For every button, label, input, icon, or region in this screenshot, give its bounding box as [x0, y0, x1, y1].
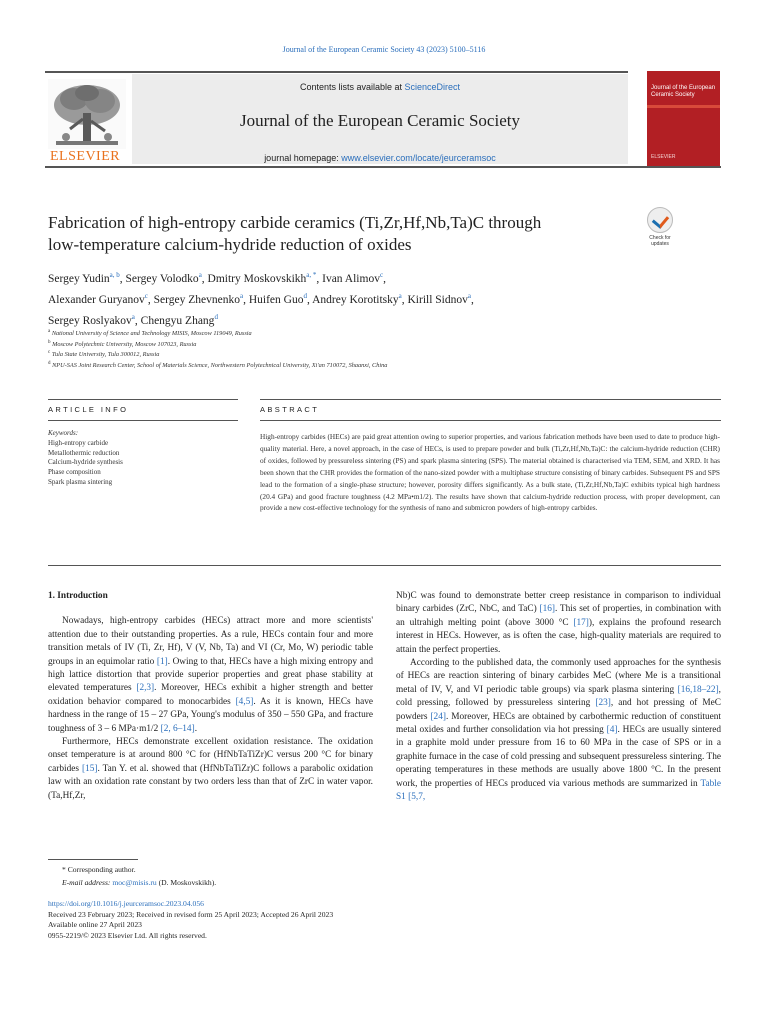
- affiliation-list: [48, 328, 688, 370]
- author-name[interactable]: Dmitry Moskovskikh: [207, 272, 307, 285]
- citation-link[interactable]: [17]: [573, 617, 589, 628]
- author-name[interactable]: Alexander Guryanov: [48, 293, 145, 306]
- author-affiliation-marker[interactable]: a: [467, 291, 471, 300]
- email-label: E-mail address:: [62, 877, 113, 887]
- affiliation-text: National University of Science and Technology MISIS, Moscow 119049, Russia: [51, 330, 252, 338]
- abstract-heading: ABSTRACT: [260, 405, 320, 414]
- section-heading: 1. Introduction: [48, 591, 108, 601]
- article-metadata: [48, 899, 548, 941]
- affiliation-text: NPU-SAS Joint Research Center, School of Materials Science, Northwestern Polytechnical University, Xi'an 710072, Shaanxi, China: [52, 361, 388, 369]
- check-updates-icon: [647, 207, 673, 233]
- keywords-label: Keywords:: [48, 429, 79, 437]
- homepage-prefix: journal homepage:: [264, 153, 342, 163]
- body-paragraph: Nowadays, high-entropy carbides (HECs) attract more and more scientists' attention due to their outstanding properties. As a rule, HECs contain four and more transition metals of IV (Ti, Zr, Hf), V (V, Nb, Ta) and VI (Cr, Mo, W) periodic table groups in an equimolar ratio [1]. Owing to that, HECs have a high mixing entropy and high lattice distortion that provide superior properties and great phase stability at elevated temperatures [2,3]. Moreover, HECs exhibit a higher strength and better oxidation behavior compared to monocarbides [4,5]. As it is known, HECs have hardness in the range of 15 – 27 GPa, Young's modulus of 350 – 550 GPa, and fracture toughness of 3 – 6 MPa·m1/2 [2, 6–14].: [48, 616, 373, 734]
- affiliation-item: [48, 360, 688, 371]
- citation-link[interactable]: [23]: [595, 698, 611, 709]
- keyword-item: Spark plasma sintering: [48, 477, 113, 486]
- affiliation-marker: a: [48, 329, 51, 334]
- sciencedirect-link[interactable]: ScienceDirect: [404, 82, 461, 92]
- journal-citation[interactable]: Journal of the European Ceramic Society 43 (2023) 5100–5116: [282, 45, 486, 54]
- article-title-line-2: low-temperature calcium-hydride reduction of oxides: [48, 235, 412, 254]
- author-affiliation-marker[interactable]: a: [198, 271, 202, 279]
- citation-link[interactable]: [1]: [156, 656, 168, 667]
- article-title: [48, 212, 608, 256]
- author-name[interactable]: Kirill Sidnov: [407, 293, 468, 306]
- cover-band: [647, 105, 720, 108]
- check-updates-label: Check for updates: [649, 235, 671, 247]
- author-name[interactable]: Sergey Roslyakov: [48, 314, 132, 327]
- affiliation-marker: b: [48, 339, 51, 345]
- citation-link[interactable]: [16,18–22]: [677, 684, 719, 695]
- citation-link[interactable]: [16]: [539, 604, 555, 615]
- affiliation-item: [48, 328, 688, 339]
- article-title-line-1: Fabrication of high-entropy carbide ceramics (Ti,Zr,Hf,Nb,Ta)C through: [48, 213, 542, 232]
- author-separator: ,: [134, 314, 141, 327]
- author-affiliation-marker[interactable]: a: [239, 291, 244, 300]
- body-column-right: [396, 590, 721, 805]
- author-separator: ,: [243, 293, 249, 306]
- journal-masthead: [45, 71, 721, 167]
- copyright-line: 0955-2219/© 2023 Elsevier Ltd. All rights reserved.: [48, 930, 207, 940]
- citation-link[interactable]: [2, 6–14]: [160, 723, 195, 734]
- citation-link[interactable]: [4,5]: [235, 696, 254, 707]
- author-separator: ,: [119, 272, 126, 285]
- journal-homepage-link[interactable]: www.elsevier.com/locate/jeurceramsoc: [341, 153, 496, 163]
- author-name[interactable]: Ivan Alimov: [322, 272, 380, 285]
- author-affiliation-marker[interactable]: a: [398, 291, 402, 300]
- author-affiliation-marker[interactable]: a, *: [306, 271, 317, 279]
- email-link[interactable]: moc@misis.ru: [112, 877, 157, 887]
- journal-title: Journal of the European Ceramic Society: [240, 111, 520, 130]
- author-separator: ,: [316, 272, 323, 285]
- author-name[interactable]: Sergey Volodko: [125, 272, 199, 285]
- email-suffix: (D. Moskovskikh).: [156, 877, 217, 887]
- footnotes: [48, 864, 448, 889]
- journal-cover-thumbnail[interactable]: [647, 71, 720, 166]
- author-name[interactable]: Huifen Guo: [248, 293, 304, 306]
- keyword-item: Phase composition: [48, 468, 101, 477]
- article-info-sub-rule: [48, 420, 238, 421]
- keyword-item: High-entropy carbide: [48, 438, 109, 447]
- citation-link[interactable]: [24]: [430, 711, 446, 722]
- abstract-bottom-rule: [48, 565, 721, 566]
- homepage-line: [132, 153, 628, 163]
- masthead-bottom-rule: [45, 166, 721, 168]
- check-for-updates-button[interactable]: [640, 207, 680, 249]
- article-info-top-rule: [48, 399, 238, 400]
- author-name[interactable]: Sergey Zhevnenko: [153, 293, 240, 306]
- email-note: [48, 877, 448, 890]
- body-paragraph: According to the published data, the commonly used approaches for the synthesis of HECs are reaction sintering of binary carbides MeC (where Me is a transitional metal of IV, V, and VI periodic table groups) via spark plasma sintering [16,18–22], cold pressing, followed by pressureless sintering [23], and hot pressing of MeC powders [24]. Moreover, HECs are obtained by carbothermic reduction of constituent metal oxides and further consolidation via hot pressing [4]. HECs are usually sintered in a graphite mold under pressure from 16 to 60 MPa in the case of SPS or in a graphite furnace in the case of cold pressing and subsequent pressureless sintering. The operating temperatures in these methods are usually above 1800 °C. In the present work, the properties of HECs produced via various methods are summarized in Table S1 [5,7,: [396, 658, 721, 803]
- elsevier-wordmark: ELSEVIER: [50, 149, 121, 164]
- affiliation-marker: c: [48, 350, 51, 356]
- author-separator: ,: [471, 293, 474, 306]
- author-separator: ,: [306, 293, 313, 306]
- doi-link[interactable]: https://doi.org/10.1016/j.jeurceramsoc.2023.04.056: [48, 899, 204, 908]
- author-affiliation-marker[interactable]: a: [131, 312, 135, 321]
- footnote-rule: [48, 859, 138, 860]
- body-paragraph: Nb)C was found to demonstrate better creep resistance in comparison to individual binary carbides (ZrC, NbC, and TaC) [16]. This set of properties, in combination with an ultrahigh melting point (above 3000 °C [17]), explains the profound research interest in HECs. However, as is often the case, high-quality materials are required to attain the perfect properties.: [396, 591, 721, 655]
- author-affiliation-marker[interactable]: d: [214, 312, 218, 321]
- citation-link[interactable]: [15]: [81, 763, 98, 774]
- affiliation-text: Moscow Polytechnic University, Moscow 107023, Russia: [52, 340, 197, 348]
- author-affiliation-marker[interactable]: c: [379, 271, 384, 279]
- author-affiliation-marker[interactable]: a, b: [109, 271, 120, 279]
- masthead-top-rule: [45, 71, 628, 73]
- citation-link[interactable]: Table S1 [5,7,: [396, 778, 721, 803]
- author-name[interactable]: Andrey Korotitsky: [312, 293, 399, 306]
- keyword-item: Metallothermic reduction: [48, 448, 120, 457]
- author-separator: ,: [383, 272, 386, 285]
- author-name[interactable]: Chengyu Zhang: [140, 314, 215, 327]
- corresponding-author-note: * Corresponding author.: [62, 865, 136, 874]
- cover-publisher: ELSEVIER: [651, 154, 676, 160]
- author-list: [48, 267, 648, 329]
- cover-title: Journal of the European Ceramic Society: [651, 85, 716, 98]
- author-affiliation-marker[interactable]: d: [303, 291, 307, 300]
- masthead-center-panel: [132, 74, 628, 164]
- online-date: Available online 27 April 2023: [48, 920, 142, 930]
- article-info-heading: ARTICLE INFO: [48, 405, 129, 414]
- abstract-top-rule: [260, 399, 721, 400]
- body-paragraph: Furthermore, HECs demonstrate excellent oxidation resistance. The oxidation onset temperature is at around 800 °C for (HfNbTaTiZr)C versus 200 °C for binary carbides [15]. Tan Y. et al. showed that (HfNbTaTiZr)C follows a parabolic oxidation law with an oxidation rate constant by two orders less than that of ZrC in water vapor. (Ta,Hf,Zr,: [48, 737, 373, 801]
- abstract-text: High-entropy carbides (HECs) are paid great attention owing to superior properties, and various fabrication methods have been used to date to produce high-quality material. Here, a novel approach, in the case of HECs, is used to prepare powder and bulk (Ti,Zr,Hf,Nb,Ta)C: the calcium-hydride reduction (CHR) of oxides, followed by pressureless sintering (PS) and spark plasma sintering (SPS). The material obtained is characterised via TEM, SEM, and XRD. It has been shown that the CHR provides the formation of the nano-sized powder with a multiphase structure consisting of binary carbides. Subsequent PS and SPS lead to the formation of a single-phase structure; however, porosity differs significantly. As a bulk state, (Ti,Zr,Hf,Nb,Ta)C exhibits typical high hardness (20.4 GPa) and good fracture toughness (4.2 MPa•m1/2). The results have shown that calcium-hydride reduction process, with proper development, can provide a new cost-effective technology for the synthesis of nano and submicron powders of high-entropy carbides.: [260, 432, 720, 513]
- affiliation-item: [48, 339, 688, 350]
- author-separator: ,: [401, 293, 408, 306]
- contents-prefix: Contents lists available at: [299, 82, 405, 92]
- contents-line: [132, 82, 628, 92]
- affiliation-marker: d: [48, 360, 51, 366]
- affiliation-text: Tula State University, Tula 300012, Russia: [51, 351, 160, 359]
- author-affiliation-marker[interactable]: c: [144, 291, 148, 300]
- author-separator: ,: [147, 293, 154, 306]
- keyword-item: Calcium-hydride synthesis: [48, 458, 123, 467]
- body-column-left: [48, 590, 373, 803]
- affiliation-item: [48, 349, 688, 360]
- citation-link[interactable]: [4]: [606, 725, 618, 736]
- abstract-sub-rule: [260, 420, 721, 421]
- received-dates: Received 23 February 2023; Received in revised form 25 April 2023; Accepted 26 April 2023: [48, 909, 334, 919]
- author-name[interactable]: Sergey Yudin: [48, 272, 110, 285]
- citation-link[interactable]: [2,3]: [136, 683, 155, 694]
- author-separator: ,: [201, 272, 208, 285]
- keywords-list: [48, 429, 238, 488]
